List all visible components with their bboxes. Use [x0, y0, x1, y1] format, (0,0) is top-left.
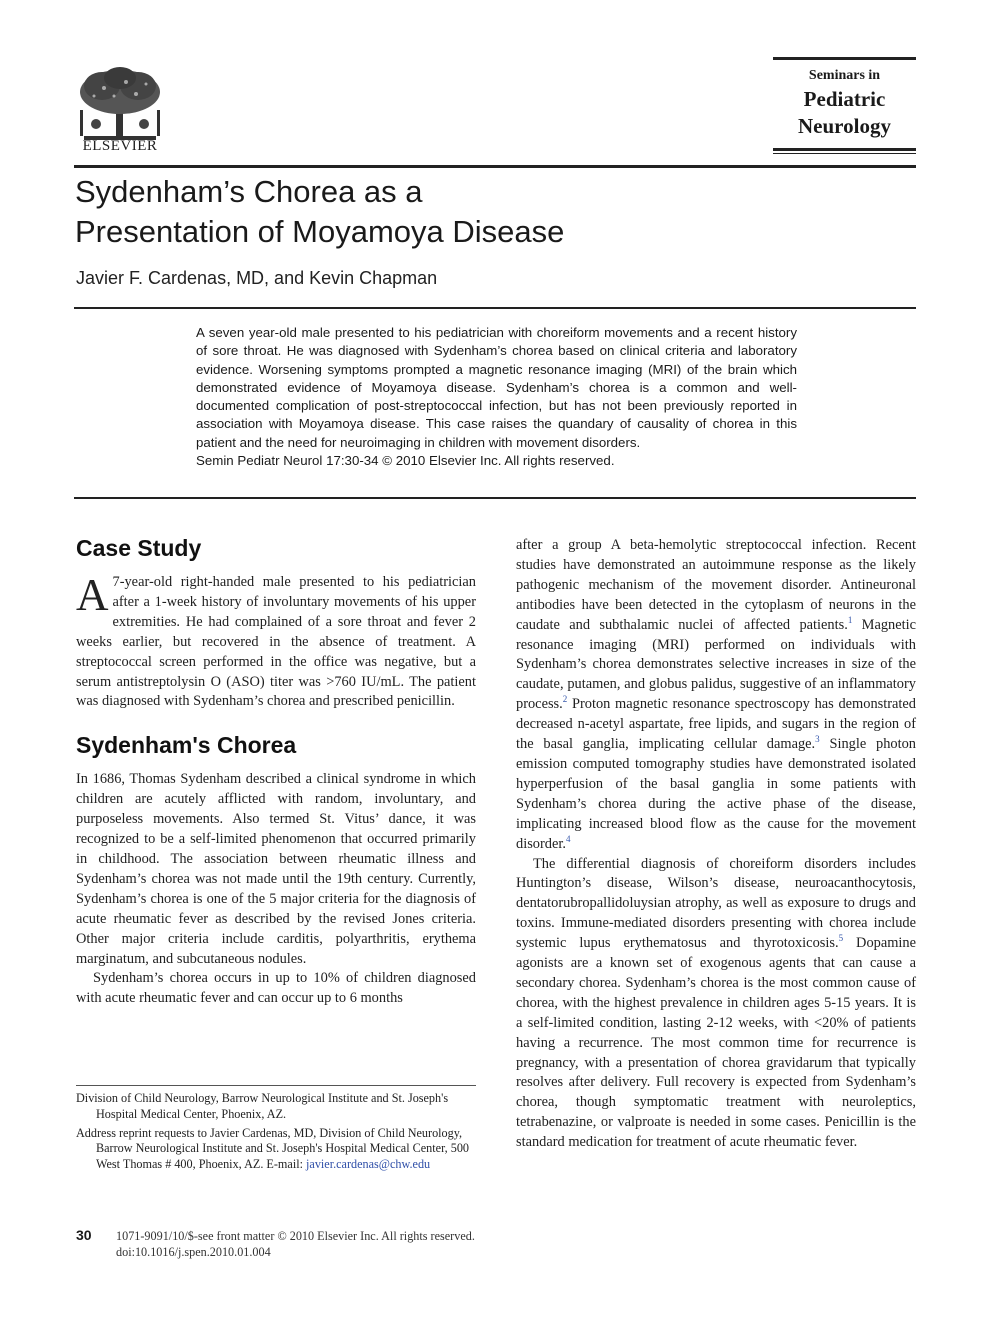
right-p1-part-a: after a group A beta-hemolytic streptococcal infection. Recent studies have demonstrated an autoimmune response as the likely pathogenic mechanism of the movement disorder. Antineuronal antibodies have been detected in the cytoplasm of neurons in the caudate and subthalamic nuclei of affected patients. [516, 537, 916, 633]
footnote-address [76, 1126, 476, 1173]
header-rule [74, 165, 916, 168]
article-title [75, 172, 775, 252]
reference-3-link[interactable]: 3 [815, 734, 820, 745]
page-number: 30 [76, 1227, 92, 1243]
article-authors: Javier F. Cardenas, MD, and Kevin Chapman [76, 268, 438, 288]
abstract-rule-bottom [74, 497, 916, 499]
reference-5-link[interactable]: 5 [838, 933, 844, 944]
reference-1-link[interactable]: 1 [847, 614, 853, 625]
left-column [76, 533, 476, 1009]
sydenham-paragraph-1: In 1686, Thomas Sydenham described a clinical syndrome in which children are acutely afflicted with random, involuntary, and purposeless movements. Also termed St. Vitus’ dance, it was recognized to be a self-limited phenomenon that occurred primarily in childhood. The association between rheumatic illness and Sydenham’s chorea was not made until the 19th century. Currently, Sydenham’s chorea is one of the 5 major criteria for the diagnosis of acute rheumatic fever as described by the revised Jones criteria. Other major criteria include carditis, polyarthritis, erythema marginatum, and subcutaneous nodules. [76, 771, 476, 967]
footer-text [116, 1228, 475, 1260]
section-heading-sydenham: Sydenham's Chorea [76, 732, 297, 759]
footer-doi: doi:10.1016/j.spen.2010.01.004 [116, 1245, 271, 1259]
right-column [516, 536, 916, 1153]
case-study-paragraph [76, 570, 476, 712]
right-p2-part-a: The differential diagnosis of choreiform disorders includes Huntington’s disease, Wilson’s disease, neuroacanthocytosis, dentatorubropallidoluysian atrophy, as well as exposure to drugs and toxins. Immune-mediated disorders presenting with chorea include systemic lupus erythematosus and thyrotoxicosis. [516, 855, 916, 952]
reference-2-link[interactable]: 2 [562, 694, 568, 705]
journal-title [773, 86, 916, 140]
email-link[interactable]: javier.cardenas@chw.edu [306, 1157, 431, 1172]
journal-kicker: Seminars in [808, 68, 881, 83]
journal-title-line1: Pediatric [803, 87, 886, 111]
masthead-rule-bottom-thin [773, 153, 916, 154]
right-p1-part-c: Proton magnetic resonance spectroscopy has demonstrated decreased n-acetyl aspartate, free lipids, and sugars in the region of the basal ganglia, implicating cellular damage. [516, 696, 916, 753]
abstract-rule-top [74, 307, 916, 309]
article-title-line2: Presentation of Moyamoya Disease [75, 214, 565, 249]
dropcap: A [76, 570, 109, 620]
abstract-text: A seven year-old male presented to his pediatrician with choreiform movements and a recent history of sore throat. He was diagnosed with Sydenham’s chorea based on clinical criteria and laboratory evidence. Worsening symptoms prompted a magnetic resonance imaging (MRI) of the brain which demonstrated evidence of Moyamoya disease. Sydenham’s chorea is a common and well-documented complication of post-streptococcal infection, but has not been previously reported in association with Moyamoya disease. This case raises the quandary of causality of chorea in this patient and the need for neuroimaging in children with movement disorders. [196, 325, 797, 450]
sydenham-paragraph-2: Sydenham’s chorea occurs in up to 10% of children diagnosed with acute rheumatic fever and can occur up to 6 months [76, 970, 476, 1007]
footer-copyright: 1071-9091/10/$-see front matter © 2010 Elsevier Inc. All rights reserved. [116, 1229, 475, 1243]
reference-4-link[interactable]: 4 [565, 833, 571, 844]
right-p1-part-d: Single photon emission computed tomography studies have demonstrated isolated hyperperfusion of the basal ganglia in some patients with Sydenham’s chorea during the active phase of the disease, implicating increased blood flow as the cause for the movement disorder. [516, 736, 916, 852]
case-study-text: 7-year-old right-handed male presented to his pediatrician after a 1-week history of involuntary movements of his upper extremities. He had complained of a sore throat and fever 2 weeks earlier, but recovered in the absence of treatment. A streptococcal screen performed in the office was negative, but a serum antistreptolysin O (ASO) titer was >760 IU/mL. The patient was diagnosed with Sydenham’s chorea and prescribed penicillin. [76, 574, 476, 710]
citation: Semin Pediatr Neurol 17:30-34 © 2010 Elsevier Inc. All rights reserved. [196, 453, 615, 469]
footnote-address-text: Address reprint requests to Javier Cardenas, MD, Division of Child Neurology, Barrow Neurological Institute and St. Joseph's Hospital Medical Center, 500 West Thomas # 400, Phoenix, AZ. E-mail: [76, 1125, 470, 1172]
footnotes [76, 1091, 476, 1176]
masthead-rule-top [773, 57, 916, 60]
publisher-name: ELSEVIER [82, 138, 158, 154]
abstract [196, 324, 797, 470]
masthead-rule-bottom [773, 148, 916, 151]
journal-masthead [773, 57, 916, 154]
right-p2-part-b: Dopamine agonists are a known set of exogenous agents that can cause a secondary chorea. Sydenham’s chorea is the most common cause of chorea, with the highest prevalence in children ages 5-15 years. It is a self-limited condition, lasting 2-12 weeks, with <20% of patients having a recurrence. The most common time for recurrence is pregnancy, with a presentation of chorea gravidarum that typically resolves after delivery. Full recovery is expected from Sydenham’s chorea, though symptomatic treatment with neuroleptics, tetrabenazine, or valproate is needed in some cases. Penicillin is the standard medication for treatment of acute rheumatic fever. [516, 935, 916, 1151]
right-paragraph-1 [516, 536, 916, 855]
footnote-affiliation: Division of Child Neurology, Barrow Neurological Institute and St. Joseph's Hospital Medical Center, Phoenix, AZ. [76, 1091, 449, 1121]
journal-title-line2: Neurology [798, 114, 891, 138]
footnote-rule [76, 1085, 476, 1086]
section-heading-case-study: Case Study [76, 535, 202, 561]
right-p1-part-b: Magnetic resonance imaging (MRI) performed on individuals with Sydenham’s chorea demonstrates selective increases in size of the caudate, putamen, and globus palidus, suggestive of an inflammatory process. [516, 616, 916, 713]
article-title-line1: Sydenham’s Chorea as a [75, 174, 423, 209]
right-paragraph-2 [516, 855, 916, 1154]
